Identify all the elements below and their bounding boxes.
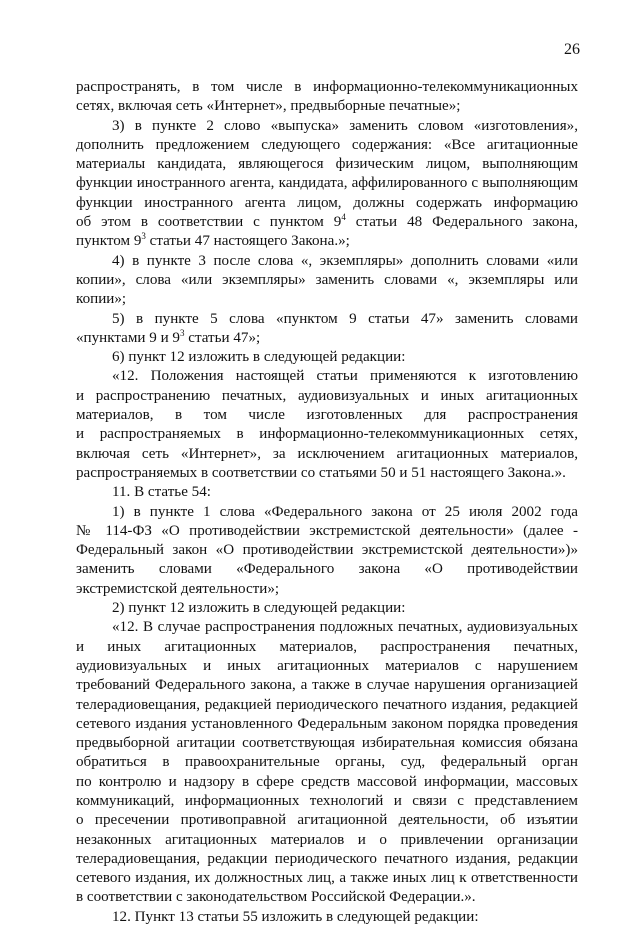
text-line (76, 464, 578, 483)
text-line (76, 522, 578, 541)
text-line-content: в соответствии с законодательством Российской Федерации.». (76, 889, 476, 906)
text-line (76, 599, 578, 618)
text-line-content: 4) в пункте 3 после слова «, экземпляры» дополнить словами «или (112, 252, 578, 269)
superscript: 3 (141, 231, 146, 242)
text-line-content: и распространению печатных, аудиовизуальных и иных агитационных (76, 387, 578, 404)
text-line (76, 560, 578, 579)
text-line-content-continued: статьи 47»; (184, 329, 261, 346)
text-line (76, 580, 578, 599)
text-line (76, 348, 578, 367)
text-line-content: распространяемых в соответствии со статьями 50 и 51 настоящего Закона.». (76, 464, 566, 481)
text-line (76, 97, 578, 116)
text-line (76, 811, 578, 830)
text-line-content: и иных агитационных материалов, распространения печатных, (76, 638, 578, 655)
text-line (76, 753, 578, 772)
text-line (76, 213, 578, 232)
text-line-content: заменить словами «Федерального закона «О противодействии (76, 561, 578, 578)
text-line-content: «12. В случае распространения подложных печатных, аудиовизуальных (112, 619, 578, 636)
text-line-content: телерадиовещания, редакцией периодического печатного издания, редакцией (76, 696, 578, 713)
text-line (76, 541, 578, 560)
text-line (76, 232, 578, 251)
text-line (76, 310, 578, 329)
text-line (76, 174, 578, 193)
text-line-content: сетевого издания, их должностных лиц, а также иных лиц к ответственности (76, 870, 578, 887)
text-line-content: копии», слова «или экземпляры» заменить словами «, экземпляры или (76, 271, 578, 288)
text-line-content: экстремистской деятельности»; (76, 580, 280, 597)
text-line (76, 117, 578, 136)
text-line-content: материалов, в том числе изготовленных для распространения (76, 407, 578, 424)
text-line (76, 734, 578, 753)
text-line (76, 329, 578, 348)
text-line-content: телерадиовещания, редакции периодического печатного издания, редакции (76, 850, 578, 867)
text-line-content: 11. В статье 54: (112, 484, 211, 501)
text-line-content: 3) в пункте 2 слово «выпуска» заменить словом «изготовления», (112, 117, 578, 134)
text-line-content: незаконных агитационных материалов и о привлечении организации (76, 831, 578, 848)
text-line-content: и распространяемых в информационно-телекоммуникационных сетях, (76, 426, 578, 443)
text-line-content: 12. Пункт 13 статьи 55 изложить в следующей редакции: (112, 908, 479, 925)
text-line (76, 831, 578, 850)
text-line-content: по контролю и надзору в сфере средств массовой информации, массовых (76, 773, 578, 790)
text-line (76, 657, 578, 676)
text-line (76, 869, 578, 888)
text-line-content-continued: статьи 48 Федерального закона, (345, 214, 578, 231)
text-line-content: требований Федерального закона, а также в случае нарушения организацией (76, 677, 578, 694)
text-line-content: пунктом 9 (76, 233, 142, 250)
text-line-content: 6) пункт 12 изложить в следующей редакции: (112, 349, 406, 366)
text-line-content: дополнить предложением следующего содержания: «Все агитационные (76, 136, 578, 153)
text-line-content: 1) в пункте 1 слова «Федерального закона от 25 июля 2002 года (112, 503, 578, 520)
text-line-content: включая сеть «Интернет», за исключением агитационных материалов, (76, 445, 578, 462)
text-line (76, 252, 578, 271)
text-line-content: обратиться в правоохранительные органы, суд, федеральный орган (76, 754, 578, 771)
text-line (76, 618, 578, 637)
text-line (76, 773, 578, 792)
text-line-content-continued: статьи 47 настоящего Закона.»; (145, 233, 350, 250)
text-line (76, 387, 578, 406)
text-line (76, 676, 578, 695)
text-line-content: коммуникаций, информационных технологий и связи с представлением (76, 792, 578, 809)
text-line-content: аудиовизуальных и иных агитационных материалов с нарушением (76, 657, 578, 674)
document-body (76, 78, 578, 927)
text-line-content: функции иностранного агента лицом, должны содержать информацию (76, 194, 578, 211)
text-line-content: «пунктами 9 и 9 (76, 329, 180, 346)
text-line (76, 445, 578, 464)
text-line (76, 483, 578, 502)
text-line (76, 290, 578, 309)
text-line-content: «12. Положения настоящей статьи применяются к изготовлению (112, 368, 578, 385)
text-line (76, 78, 578, 97)
page-number: 26 (564, 41, 580, 58)
text-line (76, 406, 578, 425)
text-line (76, 155, 578, 174)
text-line (76, 850, 578, 869)
text-line (76, 194, 578, 213)
text-line (76, 715, 578, 734)
text-line (76, 271, 578, 290)
text-line-content: предвыборной агитации соответствующая избирательная комиссия обязана (76, 735, 578, 752)
text-line-content: материалы кандидата, являющегося физическим лицом, выполняющим (76, 156, 578, 173)
text-line (76, 425, 578, 444)
text-line-content: 2) пункт 12 изложить в следующей редакции: (112, 600, 406, 617)
text-line-content: об этом в соответствии с пунктом 9 (76, 214, 342, 231)
text-line-content: копии»; (76, 291, 127, 308)
text-line (76, 503, 578, 522)
text-line (76, 696, 578, 715)
superscript: 4 (341, 212, 346, 223)
text-line-content: Федеральный закон «О противодействии экстремистской деятельности»)» (76, 542, 578, 559)
text-line (76, 638, 578, 657)
text-line-content: о пресечении противоправной агитационной деятельности, об изъятии (76, 812, 578, 829)
text-line-content: распространять, в том числе в информационно-телекоммуникационных (76, 79, 578, 95)
text-line (76, 792, 578, 811)
text-line (76, 367, 578, 386)
superscript: 3 (179, 327, 185, 338)
text-line (76, 908, 578, 927)
text-line-content: 5) в пункте 5 слова «пунктом 9 статьи 47» заменить словами (112, 310, 578, 327)
text-line-content: функции иностранного агента, кандидата, аффилированного с выполняющим (76, 175, 578, 192)
text-line-content: сетях, включая сеть «Интернет», предвыборные печатные»; (76, 98, 461, 115)
text-line (76, 136, 578, 155)
text-line-content: № 114-ФЗ «О противодействии экстремистской деятельности» (далее - (76, 522, 578, 539)
text-line-content: сетевого издания установленного Федеральным законом порядка проведения (76, 715, 578, 732)
